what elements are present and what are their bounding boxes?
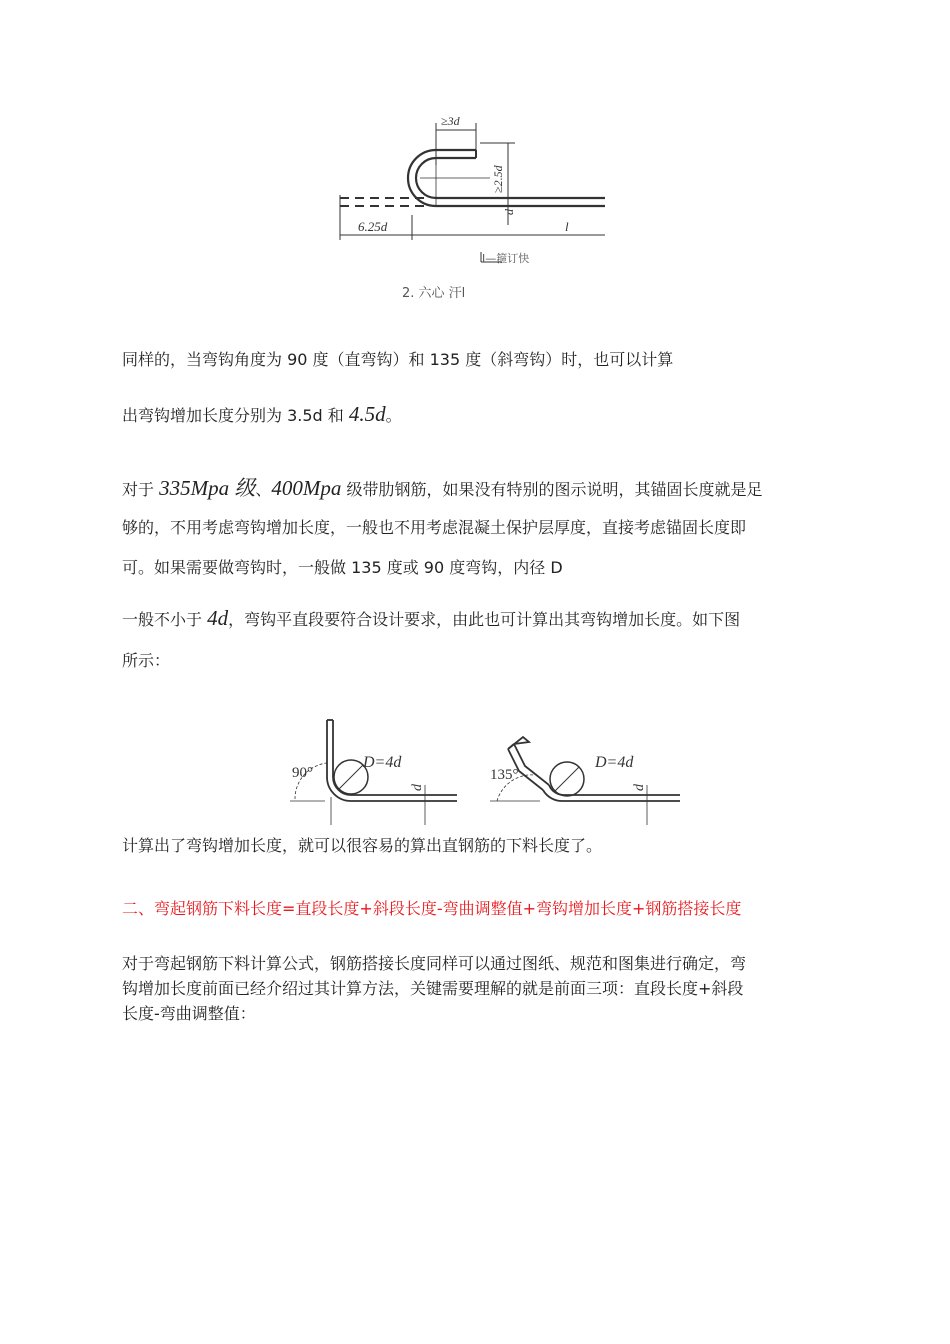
left-D-label: D=4d	[363, 754, 402, 771]
para2-line1	[122, 478, 762, 500]
section-heading-2: 二、弯起钢筋下料长度=直段长度+斜段长度-弯曲调整值+弯钩增加长度+钢筋搭接长度	[122, 899, 742, 918]
hook-90-135-figure	[285, 715, 690, 835]
para2-line4	[122, 608, 740, 630]
para2-l4-b: 4d	[207, 606, 229, 630]
right-d-label: d	[632, 784, 647, 791]
para1-line2-italic: 4.5d	[348, 402, 386, 426]
para1-line2-prefix: 出弯钩增加长度分别为 3.5d 和	[122, 406, 349, 425]
para1-line1: 同样的，当弯钩角度为 90 度（直弯钩）和 135 度（斜弯钩）时，也可以计算	[122, 350, 674, 369]
label-top: ≥3d	[441, 114, 460, 128]
right-angle-label: 135°	[490, 767, 519, 783]
left-angle-label: 90°	[292, 765, 313, 781]
para1-line2-suffix: 。	[385, 406, 402, 425]
label-caption-fragment: I—箍订快	[482, 252, 530, 265]
right-D-label: D=4d	[595, 754, 634, 771]
label-d: d	[502, 209, 516, 215]
para2-line2: 够的，不用考虑弯钩增加长度，一般也不用考虑混凝土保护层厚度，直接考虑锚固长度即	[122, 518, 747, 537]
left-d-label: d	[410, 784, 425, 791]
para2-line5: 所示：	[122, 651, 171, 670]
para2-l4-a: 一般不小于	[122, 610, 208, 629]
para2-l4-c: ，弯钩平直段要符合设计要求，由此也可计算出其弯钩增加长度。如下图	[228, 610, 741, 629]
hook-180-figure	[330, 105, 620, 300]
para2-l1-c: 、	[255, 480, 272, 499]
para4-line2: 钩增加长度前面已经介绍过其计算方法，关键需要理解的就是前面三项：直段长度+斜段	[122, 979, 744, 998]
para2-line3: 可。如果需要做弯钩时，一般做 135 度或 90 度弯钩，内径 D	[122, 558, 563, 577]
para3-line1: 计算出了弯钩增加长度，就可以很容易的算出直钢筋的下料长度了。	[122, 836, 603, 855]
para2-l1-e: 级带肋钢筋，如果没有特别的图示说明，其锚固长度就是足	[341, 480, 763, 499]
para1-line2	[122, 404, 402, 426]
para4-line1: 对于弯起钢筋下料计算公式，钢筋搭接长度同样可以通过图纸、规范和图集进行确定，弯	[122, 954, 747, 973]
label-l: l	[565, 219, 569, 234]
label-vertical: ≥2.5d	[491, 165, 505, 193]
para2-l1-a: 对于	[122, 480, 160, 499]
para4-line3: 长度-弯曲调整值：	[122, 1004, 256, 1023]
label-6-25d: 6.25d	[358, 219, 388, 234]
para2-l1-d: 400Mpa	[271, 476, 342, 500]
cut-caption: 2. 六心 汗l	[402, 286, 466, 300]
para2-l1-b: 335Mpa 级	[159, 476, 256, 500]
